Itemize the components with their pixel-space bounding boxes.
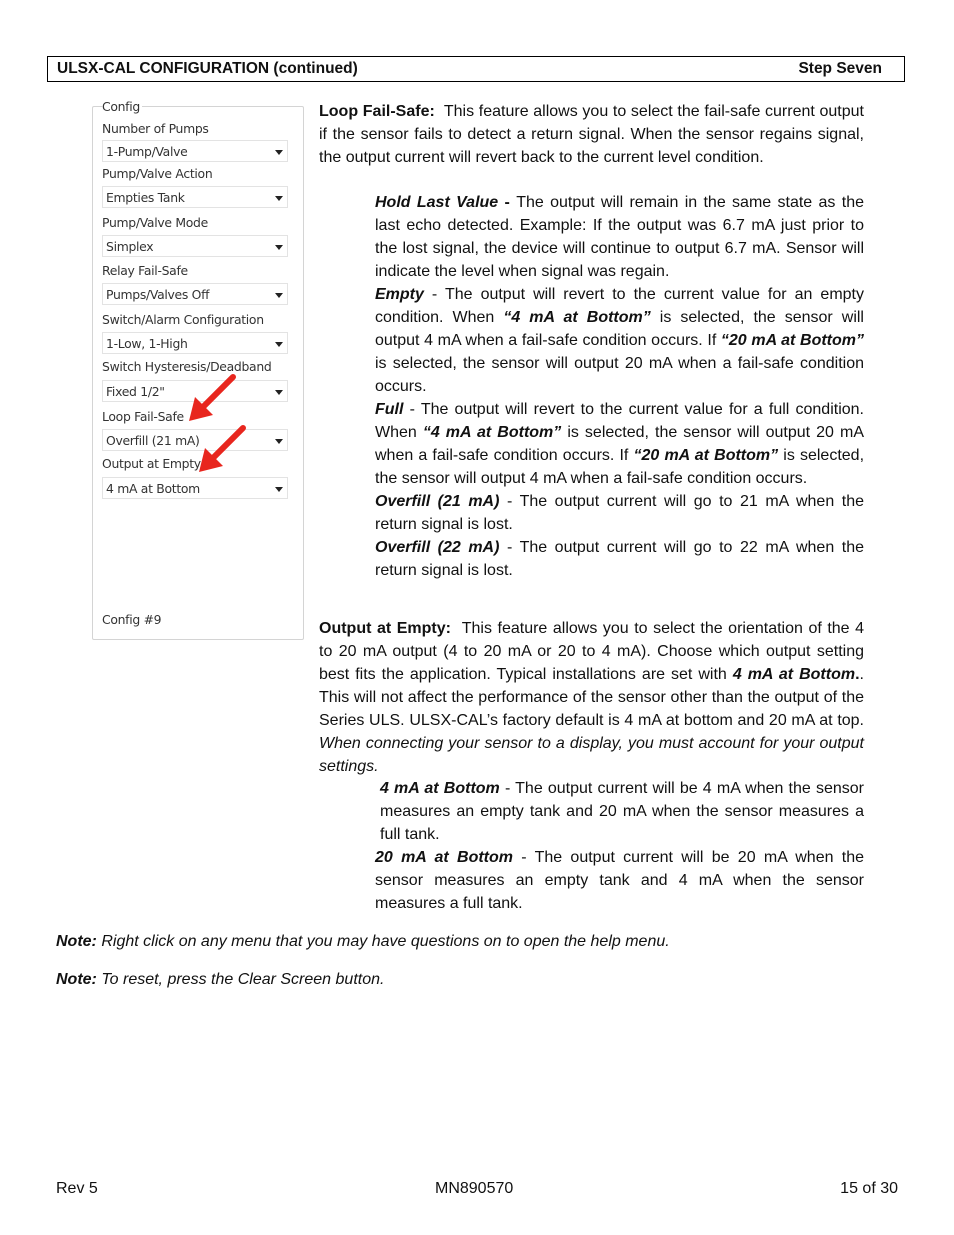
- switch-hysteresis-value: Fixed 1/2": [106, 384, 165, 399]
- chevron-down-icon: [275, 245, 283, 250]
- pump-valve-mode-label: Pump/Valve Mode: [102, 215, 208, 230]
- page-number: 15 of 30: [840, 1180, 898, 1197]
- config-number-label: Config #9: [102, 612, 162, 627]
- pump-valve-action-select[interactable]: [102, 186, 288, 208]
- number-of-pumps-value: 1-Pump/Valve: [106, 144, 188, 159]
- chevron-down-icon: [275, 293, 283, 298]
- pointer-arrow-icon: [193, 422, 253, 482]
- step-label: Step Seven: [798, 60, 882, 77]
- output-at-empty-heading: Output at Empty:: [319, 620, 451, 637]
- section-title: ULSX-CAL CONFIGURATION (continued): [57, 60, 358, 77]
- chevron-down-icon: [275, 390, 283, 395]
- loop-fail-safe-value: Overfill (21 mA): [106, 433, 200, 448]
- number-of-pumps-select[interactable]: [102, 140, 288, 162]
- output-at-empty-value: 4 mA at Bottom: [106, 481, 200, 496]
- relay-fail-safe-select[interactable]: [102, 283, 288, 305]
- loop-fail-safe-description: This feature allows you to select the fail-safe current output if the sensor fails to detect a return signal. When the sensor regains signal, the output current will revert back to the current level condition.: [319, 103, 864, 166]
- chevron-down-icon: [275, 487, 283, 492]
- chevron-down-icon: [275, 196, 283, 201]
- output-at-empty-intro: Output at Empty: This feature allows you to select the orientation of the 4 to 20 mA output (4 to 20 mA or 20 to 4 mA). Choose which output setting best fits the application. Typical installations are set with 4 mA at Bottom.. This will not affect the performance of the sensor other than the output of the Series ULS. ULSX-CAL’s factory default is 4 mA at bottom and 20 mA at top. When connecting your sensor to a display, you must account for your output settings.: [319, 620, 865, 775]
- chevron-down-icon: [275, 342, 283, 347]
- loop-fail-safe-options: [375, 191, 864, 582]
- pump-valve-action-label: Pump/Valve Action: [102, 166, 213, 181]
- revision-label: Rev 5: [56, 1180, 98, 1197]
- switch-hysteresis-label: Switch Hysteresis/Deadband: [102, 359, 272, 374]
- config-panel: [92, 99, 304, 640]
- empty-item: Empty - The output will revert to the current value for an empty condition. When “4 mA at Bottom” is selected, the sensor will output 4 mA when a fail-safe condition occurs. If “20 mA at Bottom” is selected, the sensor will output 20 mA when a fail-safe condition occurs.: [375, 286, 865, 395]
- relay-fail-safe-value: Pumps/Valves Off: [106, 287, 210, 302]
- switch-alarm-configuration-value: 1-Low, 1-High: [106, 336, 188, 351]
- relay-fail-safe-label: Relay Fail-Safe: [102, 263, 188, 278]
- switch-alarm-configuration-label: Switch/Alarm Configuration: [102, 312, 264, 327]
- pointer-arrow-icon: [185, 369, 245, 429]
- chevron-down-icon: [275, 439, 283, 444]
- note-reset: Note: To reset, press the Clear Screen button.: [56, 971, 385, 988]
- overfill-21-item: Overfill (21 mA) - The output current will go to 21 mA when the return signal is lost.: [375, 493, 864, 533]
- config-panel-title: Config: [102, 99, 140, 114]
- note-help-menu: Note: Right click on any menu that you may have questions on to open the help menu.: [56, 933, 670, 950]
- four-ma-at-bottom-item: 4 mA at Bottom - The output current will be 4 mA when the sensor measures an empty tank and 20 mA when the sensor measures a full tank.: [380, 780, 864, 843]
- chevron-down-icon: [275, 150, 283, 155]
- output-at-empty-label: Output at Empty: [102, 456, 201, 471]
- pump-valve-mode-value: Simplex: [106, 239, 154, 254]
- section-header: [47, 56, 905, 82]
- loop-fail-safe-intro: [319, 100, 864, 169]
- pump-valve-mode-select[interactable]: [102, 235, 288, 257]
- overfill-22-item: Overfill (22 mA) - The output current will go to 22 mA when the return signal is lost.: [375, 539, 864, 579]
- switch-alarm-configuration-select[interactable]: [102, 332, 288, 354]
- number-of-pumps-label: Number of Pumps: [102, 121, 209, 136]
- pump-valve-action-value: Empties Tank: [106, 190, 185, 205]
- document-number: MN890570: [435, 1180, 514, 1197]
- loop-fail-safe-label: Loop Fail-Safe: [102, 409, 184, 424]
- hold-last-value-item: Hold Last Value - The output will remain in the same state as the last echo detected. Example: If the output was 6.7 mA just prior to the lost signal, the device will continue to output 6.7 mA. Sensor will indicate the level when signal was regain.: [375, 194, 865, 280]
- twenty-ma-at-bottom-item: 20 mA at Bottom - The output current will be 20 mA when the sensor measures an empty tank and 4 mA when the sensor measures a full tank.: [375, 849, 865, 912]
- full-item: Full - The output will revert to the current value for a full condition. When “4 mA at Bottom” is selected, the sensor will output 20 mA when a fail-safe condition occurs. If “20 mA at Bottom” is selected, the sensor will output 4 mA when a fail-safe condition occurs.: [375, 401, 865, 487]
- loop-fail-safe-heading: Loop Fail-Safe:: [319, 103, 435, 120]
